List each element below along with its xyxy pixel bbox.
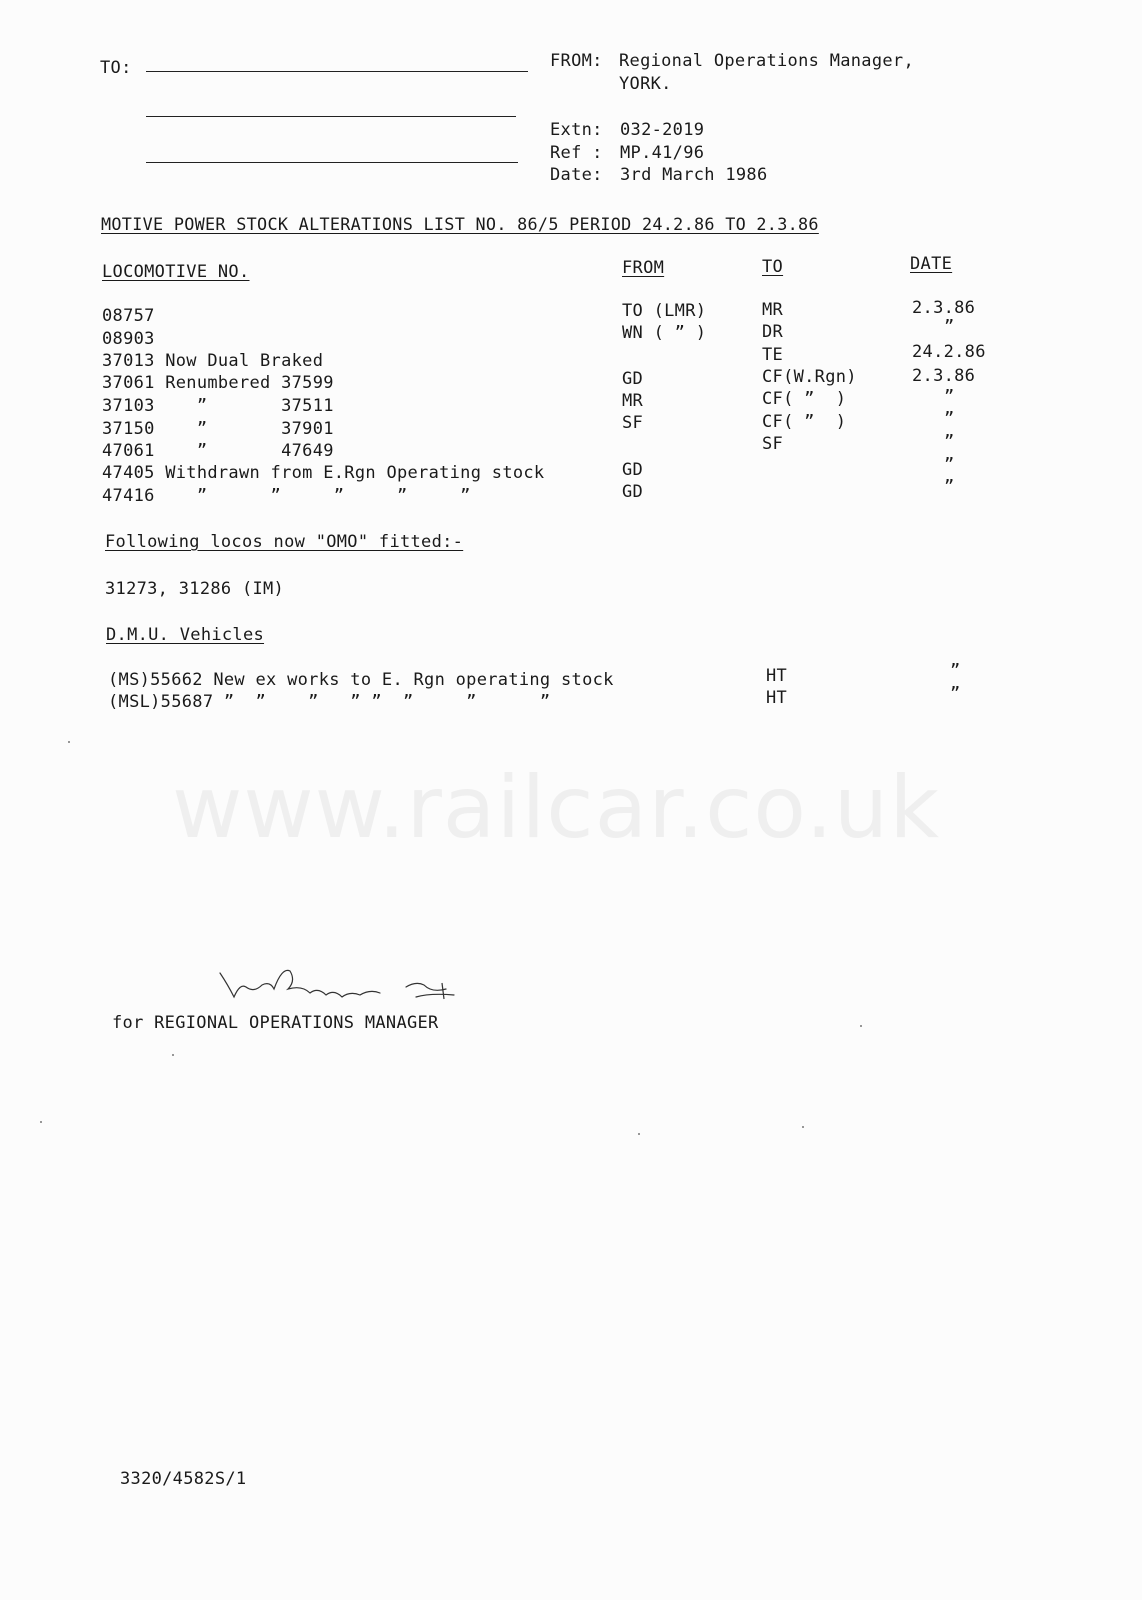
date-cell: ” (944, 477, 955, 497)
to-label: TO: (100, 58, 132, 78)
from-label: FROM: (550, 51, 603, 71)
signature-scrawl (210, 955, 480, 1015)
to-cell: HT (766, 688, 788, 708)
scan-speck (860, 1025, 862, 1027)
date-cell: 2.3.86 (912, 298, 976, 318)
from-cell: GD (622, 482, 644, 502)
loco-cell: 47061 ” 47649 (102, 441, 334, 461)
scan-speck (40, 1121, 42, 1123)
scan-speck (68, 741, 70, 743)
date-cell: ” (944, 317, 955, 337)
date-cell: ” (950, 684, 961, 704)
scan-speck (802, 1126, 804, 1128)
from-cell: SF (622, 413, 644, 433)
to-cell: HT (766, 666, 788, 686)
date-cell: ” (944, 409, 955, 429)
to-line-2 (146, 116, 516, 117)
loco-cell: 37150 ” 37901 (102, 419, 334, 439)
date-cell: ” (944, 455, 955, 475)
dmu-heading: D.M.U. Vehicles (106, 625, 265, 645)
from-cell: GD (622, 369, 644, 389)
loco-cell: 08757 (102, 306, 155, 326)
date-cell: ” (950, 661, 961, 681)
to-line-3 (146, 162, 518, 163)
from-cell: GD (622, 460, 644, 480)
omo-list: 31273, 31286 (IM) (105, 579, 285, 599)
from-cell: WN ( ” ) (622, 323, 707, 343)
from-cell: MR (622, 391, 644, 411)
date-cell: ” (944, 432, 955, 452)
date-cell: 24.2.86 (912, 342, 986, 362)
scan-speck (638, 1133, 640, 1135)
ref-value: MP.41/96 (620, 143, 705, 163)
omo-heading: Following locos now "OMO" fitted:- (105, 532, 464, 552)
extn-label: Extn: (550, 120, 603, 140)
column-header-to: TO (762, 257, 784, 277)
to-cell: CF(W.Rgn) (762, 367, 857, 387)
from-cell: TO (LMR) (622, 301, 707, 321)
column-header-from: FROM (622, 258, 665, 278)
extn-value: 032-2019 (620, 120, 705, 140)
loco-cell: 37061 Renumbered 37599 (102, 373, 334, 393)
to-cell: SF (762, 434, 784, 454)
to-cell: TE (762, 345, 784, 365)
from-line-2: YORK. (619, 74, 672, 94)
to-cell: CF( ” ) (762, 389, 847, 409)
vehicle-cell: (MSL)55687 ” ” ” ” ” ” ” ” (108, 692, 551, 712)
date-cell: ” (944, 387, 955, 407)
column-header-loco: LOCOMOTIVE NO. (102, 262, 250, 282)
watermark: www.railcar.co.uk (172, 758, 941, 858)
date-label: Date: (550, 165, 603, 185)
ref-label: Ref : (550, 143, 603, 163)
loco-cell: 47416 ” ” ” ” ” (102, 486, 471, 506)
column-header-date: DATE (910, 254, 953, 274)
to-cell: DR (762, 322, 784, 342)
form-number: 3320/4582S/1 (120, 1469, 247, 1489)
to-cell: CF( ” ) (762, 412, 847, 432)
signature-line: for REGIONAL OPERATIONS MANAGER (112, 1013, 439, 1033)
to-cell: MR (762, 300, 784, 320)
scan-speck (172, 1054, 174, 1056)
date-value: 3rd March 1986 (620, 165, 768, 185)
loco-cell: 37013 Now Dual Braked (102, 351, 324, 371)
to-line-1 (146, 71, 528, 72)
vehicle-cell: (MS)55662 New ex works to E. Rgn operating stock (108, 670, 614, 690)
loco-cell: 08903 (102, 329, 155, 349)
loco-cell: 47405 Withdrawn from E.Rgn Operating stock (102, 463, 545, 483)
date-cell: 2.3.86 (912, 366, 976, 386)
loco-cell: 37103 ” 37511 (102, 396, 334, 416)
page-title: MOTIVE POWER STOCK ALTERATIONS LIST NO. 86/5 PERIOD 24.2.86 TO 2.3.86 (101, 214, 819, 234)
from-line-1: Regional Operations Manager, (619, 51, 914, 71)
